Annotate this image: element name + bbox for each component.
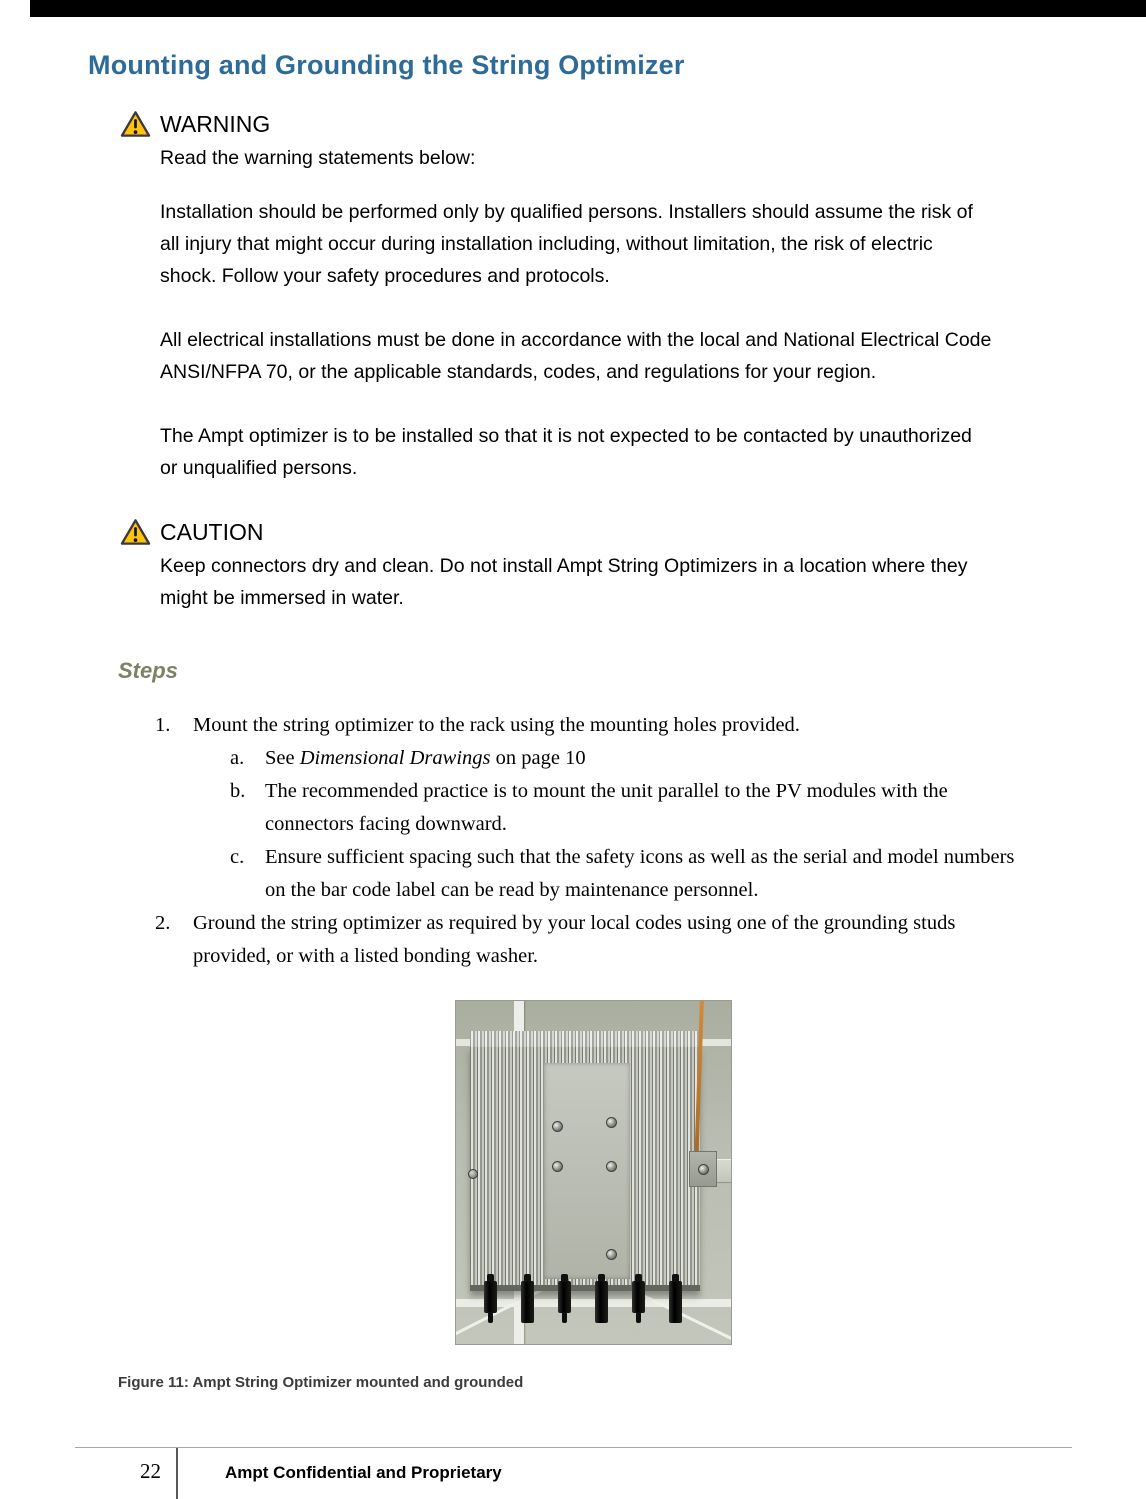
top-border-bar <box>30 0 1146 17</box>
page-number: 22 <box>140 1459 161 1483</box>
connector <box>521 1281 534 1323</box>
text-post: on page 10 <box>490 747 586 769</box>
screw <box>606 1249 617 1260</box>
list-item-text: Ensure sufficient spacing such that the safety icons as well as the serial and model numbers on the bar code label can be read by maintenance personnel. <box>265 846 1015 901</box>
screw <box>606 1161 617 1172</box>
connector <box>558 1281 571 1313</box>
caution-heading <box>120 518 264 546</box>
warning-intro: Read the warning statements below: <box>160 147 476 169</box>
caution-body <box>160 550 992 646</box>
list-marker: c. <box>230 846 245 868</box>
list-item-1a <box>230 742 1035 775</box>
warning-paragraph: The Ampt optimizer is to be installed so that it is not expected to be contacted by unauthorized or unqualified persons. <box>160 425 972 479</box>
steps-heading: Steps <box>118 658 178 683</box>
list-item-text <box>265 742 1035 775</box>
screw <box>606 1117 617 1128</box>
list-item-text: Ground the string optimizer as required by your local codes using one of the grounding studs provided, or with a listed bonding washer. <box>193 912 956 967</box>
connector <box>595 1281 608 1323</box>
heatsink-fins <box>470 1047 700 1291</box>
list-item-1 <box>155 709 1035 742</box>
list-marker: a. <box>230 747 245 769</box>
grounding-bracket <box>689 1151 717 1187</box>
sub-list <box>230 742 1035 907</box>
connector <box>484 1281 497 1313</box>
string-optimizer-heatsink <box>470 1031 700 1291</box>
side-bolt <box>468 1169 478 1179</box>
heatsink-center-plate <box>544 1063 630 1279</box>
list-marker: 1. <box>155 714 171 736</box>
list-item-1b <box>230 775 1035 841</box>
figure-caption: Figure 11: Ampt String Optimizer mounted and grounded <box>118 1374 524 1391</box>
caution-triangle-icon <box>120 518 151 546</box>
caution-text: Keep connectors dry and clean. Do not install Ampt String Optimizers in a location where they might be immersed in water. <box>160 555 968 609</box>
warning-heading <box>120 110 270 138</box>
optimizer-photo <box>455 1000 732 1345</box>
page-title: Mounting and Grounding the String Optimizer <box>88 50 685 80</box>
list-marker: b. <box>230 780 246 802</box>
steps-list <box>155 709 1035 973</box>
warning-paragraph: All electrical installations must be done in accordance with the local and National Electrical Code ANSI/NFPA 70, or the applicable standards, codes, and regulations for your region. <box>160 329 992 383</box>
footer-text: Ampt Confidential and Proprietary <box>225 1463 502 1482</box>
list-item-text: The recommended practice is to mount the unit parallel to the PV modules with the connectors facing downward. <box>265 780 948 835</box>
warning-paragraph: Installation should be performed only by qualified persons. Installers should assume the risk of all injury that might occur during installation including, without limitation, the risk of electric shock. Follow your safety procedures and protocols. <box>160 201 973 287</box>
warning-body <box>160 142 992 516</box>
list-item-1c <box>230 841 1035 907</box>
mc4-connectors <box>484 1281 694 1323</box>
italic-reference: Dimensional Drawings <box>299 747 491 769</box>
screw <box>698 1164 709 1175</box>
page-footer <box>0 1447 1146 1499</box>
list-marker: 2. <box>155 912 171 934</box>
screw <box>552 1121 563 1132</box>
warning-label: WARNING <box>160 110 271 137</box>
connector <box>632 1281 645 1313</box>
footer-divider <box>75 1447 1072 1448</box>
list-item-2 <box>155 907 1035 973</box>
text-pre: See <box>265 747 300 769</box>
warning-triangle-icon <box>120 110 151 138</box>
footer-separator <box>176 1448 178 1499</box>
caution-label: CAUTION <box>160 518 264 545</box>
list-item-text: Mount the string optimizer to the rack using the mounting holes provided. <box>193 714 800 736</box>
heatsink-fin-top <box>470 1031 700 1048</box>
screw <box>552 1161 563 1172</box>
connector <box>669 1281 682 1323</box>
